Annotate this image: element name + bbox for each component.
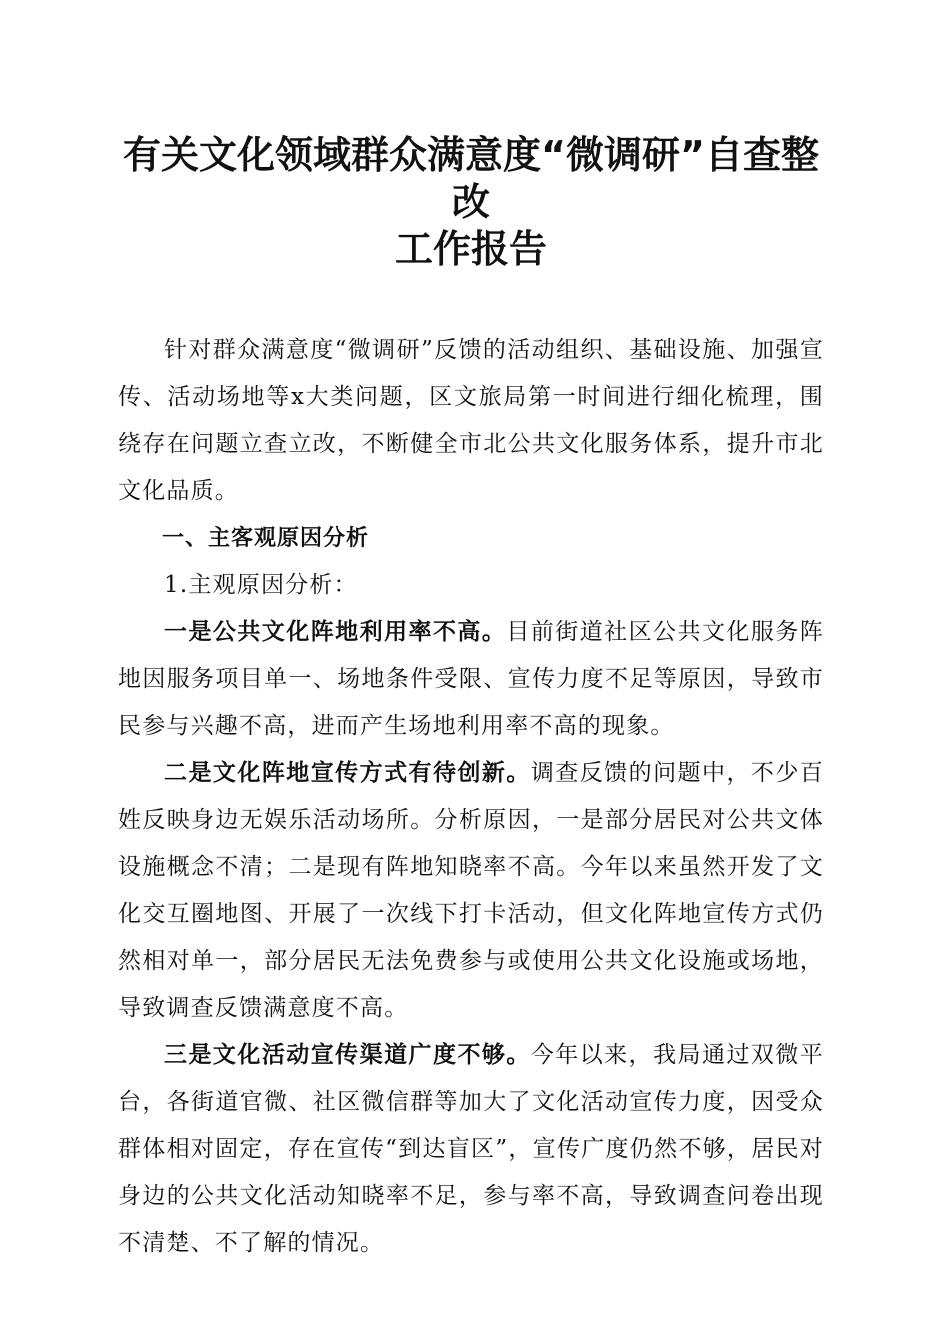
intro-paragraph: 针对群众满意度“微调研”反馈的活动组织、基础设施、加强宣传、活动场地等x大类问题，区文旅局第一时间进行细化梳理，围绕存在问题立查立改，不断健全市北公共文化服务体系，提升市北文化品质。 xyxy=(118,337,824,504)
reason-paragraph-3 xyxy=(118,1032,824,1267)
reason-text-3: 今年以来，我局通过双微平台，各街道官微、社区微信群等加大了文化活动宣传力度，因受众群体相对固定，存在宣传“到达盲区”，宣传广度仍然不够，居民对身边的公共文化活动知晓率不足，参与率不高，导致调查问卷出现不清楚、不了解的情况。 xyxy=(118,1042,825,1256)
reason-paragraph-2 xyxy=(118,750,824,1032)
reason-paragraph-1 xyxy=(118,609,824,750)
section-heading-1: 一、主客观原因分析 xyxy=(162,526,370,551)
reason-text-1: 目前街道社区公共文化服务阵地因服务项目单一、场地条件受限、宣传力度不足等原因，导致市民参与兴趣不高，进而产生场地利用率不高的现象。 xyxy=(118,619,824,739)
title-line-2: 工作报告 xyxy=(394,227,547,271)
reason-lead-1: 一是公共文化阵地利用率不高。 xyxy=(164,619,507,645)
reason-lead-3: 三是文化活动宣传渠道广度不够。 xyxy=(164,1042,531,1068)
reason-lead-2: 二是文化阵地宣传方式有待创新。 xyxy=(164,760,531,786)
document-page xyxy=(118,132,824,1267)
document-title xyxy=(118,132,824,273)
reason-text-2: 调查反馈的问题中，不少百姓反映身边无娱乐活动场所。分析原因，一是部分居民对公共文体设施概念不清；二是现有阵地知晓率不高。今年以来虽然开发了文化交互圈地图、开展了一次线下打卡活动，但文化阵地宣传方式仍然相对单一，部分居民无法免费参与或使用公共文化设施或场地，导致调查反馈满意度不高。 xyxy=(118,760,825,1021)
subsection-heading-1: 1.主观原因分析： xyxy=(164,572,358,598)
document-body xyxy=(118,327,824,1267)
title-line-1: 有关文化领域群众满意度“微调研”自查整改 xyxy=(123,133,819,224)
